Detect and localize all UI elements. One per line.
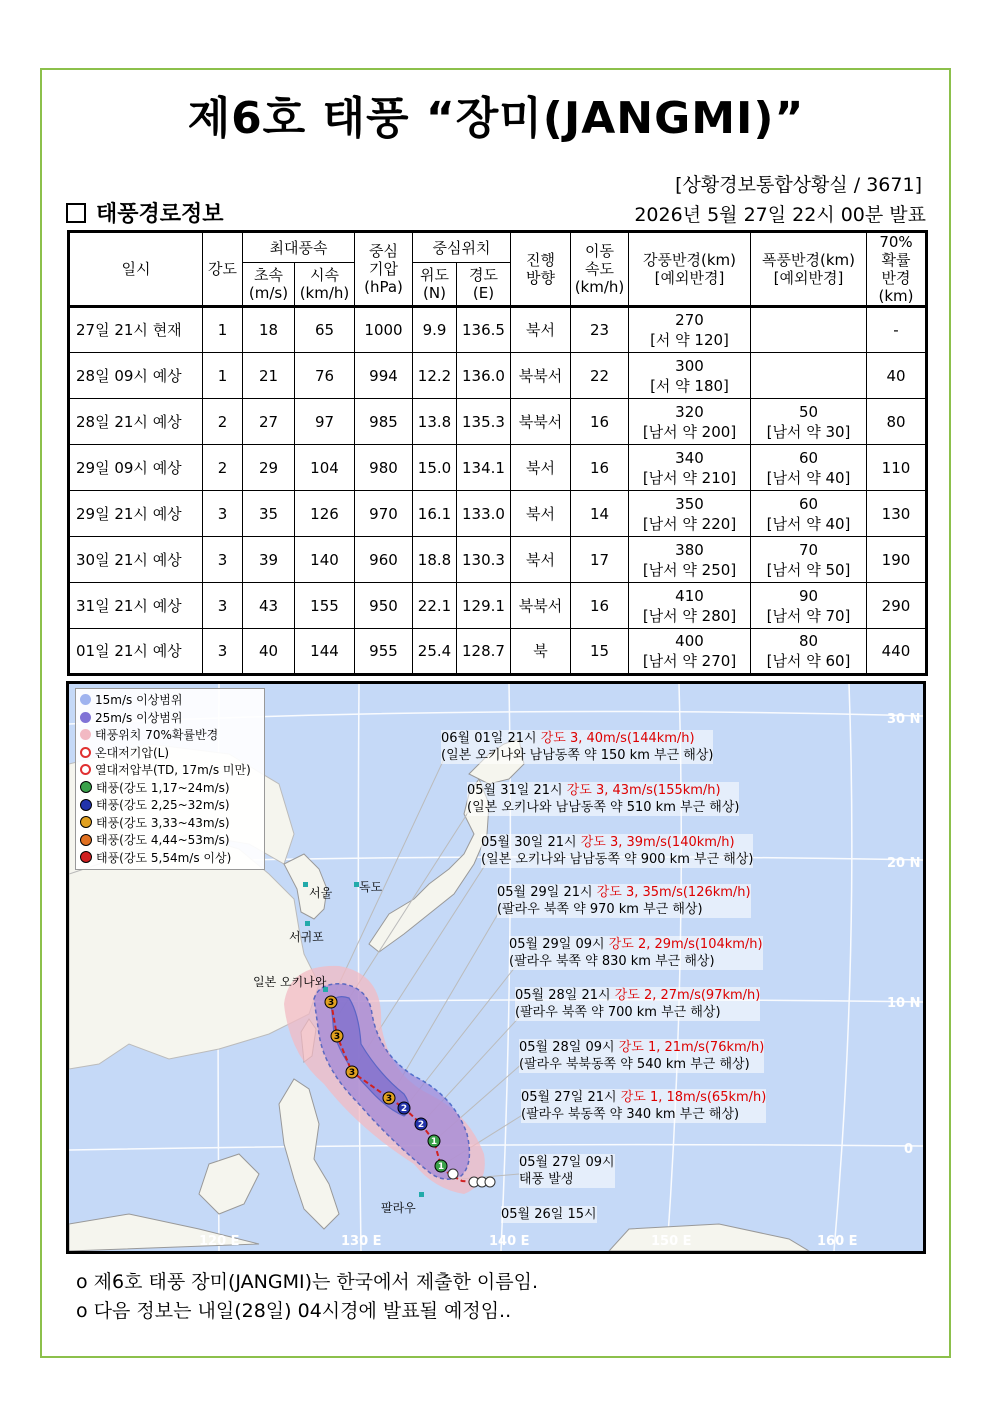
cell-strong-radius: [629, 353, 751, 399]
forecast-time: 05월 30일 21시: [481, 835, 581, 850]
forecast-label: [515, 987, 760, 1021]
cell-datetime: 29일 21시 예상: [69, 491, 203, 537]
header-wind-ms: 초속 (m/s): [243, 263, 295, 307]
cell-lat: 9.9: [413, 307, 457, 353]
cell-strong-radius: [629, 445, 751, 491]
svg-text:3: 3: [385, 1094, 393, 1104]
svg-text:3: 3: [327, 998, 335, 1008]
forecast-location: (일본 오키나와 남남동쪽 약 510 km 부근 해상): [467, 800, 740, 815]
cell-lat: 15.0: [413, 445, 457, 491]
cell-storm-radius-exception: [남서 약 70]: [766, 606, 851, 625]
forecast-label: [497, 884, 751, 918]
cell-wind-kmh: 76: [295, 353, 355, 399]
legend-item: [80, 814, 260, 832]
legend-label: 태풍(강도 5,54m/s 이상): [96, 850, 232, 865]
cell-storm-radius: [751, 445, 867, 491]
table-row: [69, 491, 927, 537]
header-direction: 진행 방향: [511, 232, 571, 307]
header-pressure: 중심 기압 (hPa): [355, 232, 413, 307]
forecast-intensity: 강도 3, 39m/s(140km/h): [580, 835, 735, 850]
legend-item: [80, 779, 260, 797]
lon-label-130e: 130 E: [341, 1234, 382, 1249]
cell-prob-radius: 190: [867, 537, 927, 583]
cell-lat: 13.8: [413, 399, 457, 445]
forecast-location: (일본 오키나와 남남동쪽 약 150 km 부근 해상): [441, 748, 714, 763]
cell-wind-ms: 21: [243, 353, 295, 399]
legend-label: 열대저압부(TD, 17m/s 미만): [95, 763, 251, 778]
cell-intensity: 2: [203, 399, 243, 445]
place-okinawa: 일본 오키나와: [253, 975, 327, 989]
cell-direction: 북: [511, 629, 571, 675]
cell-lon: 133.0: [457, 491, 511, 537]
forecast-time: 05월 29일 09시: [509, 937, 609, 952]
cell-strong-radius: [629, 491, 751, 537]
cell-direction: 북서: [511, 445, 571, 491]
legend-label: 태풍(강도 2,25~32m/s): [96, 798, 230, 813]
cell-wind-kmh: 97: [295, 399, 355, 445]
forecast-intensity: 강도 1, 21m/s(76km/h): [618, 1040, 765, 1055]
forecast-label: [441, 730, 713, 764]
legend-swatch-icon: [80, 764, 91, 775]
typhoon-symbol-icon: [80, 816, 92, 828]
cell-lon: 134.1: [457, 445, 511, 491]
cell-intensity: 1: [203, 353, 243, 399]
lat-label-10n: 10 N: [887, 996, 921, 1011]
forecast-location: (팔라우 북쪽 약 970 km 부근 해상): [497, 902, 703, 917]
cell-wind-ms: 39: [243, 537, 295, 583]
cell-prob-radius: 40: [867, 353, 927, 399]
legend-swatch-icon: [80, 694, 91, 705]
legend-item: [80, 831, 260, 849]
cell-strong-radius-value: 300: [675, 356, 704, 375]
cell-direction: 북북서: [511, 353, 571, 399]
cell-wind-kmh: 155: [295, 583, 355, 629]
cell-lat: 22.1: [413, 583, 457, 629]
forecast-label: [467, 782, 739, 816]
forecast-label-line1: [521, 1089, 766, 1106]
forecast-label-line1: [441, 730, 713, 747]
legend-item: [80, 744, 260, 762]
note-next-bulletin: o 다음 정보는 내일(28일) 04시경에 발표될 예정임..: [76, 1300, 512, 1322]
cell-intensity: 3: [203, 491, 243, 537]
cell-speed: 16: [571, 583, 629, 629]
legend-item: [80, 709, 260, 727]
forecast-label: [519, 1039, 764, 1073]
cell-lon: 136.5: [457, 307, 511, 353]
cell-strong-radius-exception: [남서 약 220]: [642, 514, 737, 533]
lon-label-150e: 150 E: [651, 1234, 692, 1249]
cell-wind-kmh: 140: [295, 537, 355, 583]
cell-pressure: 950: [355, 583, 413, 629]
cell-strong-radius-value: 410: [675, 586, 704, 605]
forecast-label-line1: [509, 936, 763, 953]
lat-label-20n: 20 N: [887, 856, 921, 871]
cell-wind-kmh: 104: [295, 445, 355, 491]
lon-label-140e: 140 E: [489, 1234, 530, 1249]
cell-pressure: 970: [355, 491, 413, 537]
legend-swatch-icon: [80, 747, 91, 758]
cell-lon: 130.3: [457, 537, 511, 583]
cell-pressure: 960: [355, 537, 413, 583]
forecast-location: (일본 오키나와 남남동쪽 약 900 km 부근 해상): [481, 852, 754, 867]
header-max-wind: 최대풍속: [243, 232, 355, 263]
cell-datetime: 27일 21시 현재: [69, 307, 203, 353]
forecast-label-line1: [519, 1039, 764, 1056]
cell-lon: 128.7: [457, 629, 511, 675]
forecast-intensity: 강도 3, 35m/s(126km/h): [596, 885, 751, 900]
cell-storm-radius-value: 70: [798, 540, 819, 559]
cell-storm-radius-value: 50: [798, 402, 819, 421]
cell-pressure: 955: [355, 629, 413, 675]
cell-wind-ms: 29: [243, 445, 295, 491]
cell-direction: 북북서: [511, 583, 571, 629]
legend-label: 온대저기압(L): [95, 745, 170, 760]
cell-storm-radius-value: 60: [798, 494, 819, 513]
section-title: 태풍경로정보: [96, 202, 224, 227]
cell-pressure: 994: [355, 353, 413, 399]
forecast-time: 05월 29일 21시: [497, 885, 597, 900]
cell-lat: 18.8: [413, 537, 457, 583]
forecast-label: [519, 1154, 615, 1188]
legend-label: 태풍(강도 1,17~24m/s): [96, 780, 230, 795]
cell-storm-radius: [751, 307, 867, 353]
section-header: [66, 197, 224, 228]
table-row: [69, 353, 927, 399]
cell-storm-radius: [751, 353, 867, 399]
cell-strong-radius-exception: [남서 약 280]: [642, 606, 737, 625]
header-lon: 경도 (E): [457, 263, 511, 307]
cell-wind-ms: 35: [243, 491, 295, 537]
cell-intensity: 2: [203, 445, 243, 491]
cell-datetime: 01일 21시 예상: [69, 629, 203, 675]
header-lat: 위도 (N): [413, 263, 457, 307]
table-row: [69, 537, 927, 583]
page-title: 제6호 태풍 “장미(JANGMI)”: [187, 93, 805, 144]
table-row: [69, 307, 927, 353]
organization-label: [상황경보통합상황실 / 3671]: [675, 174, 922, 196]
cell-intensity: 3: [203, 583, 243, 629]
forecast-label-line1: [519, 1154, 615, 1171]
cell-strong-radius-value: 340: [675, 448, 704, 467]
cell-strong-radius: [629, 629, 751, 675]
cell-direction: 북서: [511, 537, 571, 583]
legend-label: 태풍위치 70%확률반경: [95, 728, 219, 743]
forecast-label-line1: [467, 782, 739, 799]
cell-storm-radius-value: 90: [798, 586, 819, 605]
forecast-time: 05월 28일 09시: [519, 1040, 619, 1055]
legend-label: 25m/s 이상범위: [95, 710, 183, 725]
header-storm-radius: 폭풍반경(km) [예외반경]: [751, 232, 867, 307]
forecast-label-line1: [515, 987, 760, 1004]
table-row: [69, 583, 927, 629]
typhoon-symbol-icon: [80, 781, 92, 793]
forecast-intensity: 강도 3, 40m/s(144km/h): [540, 731, 695, 746]
cell-storm-radius-exception: [남서 약 40]: [766, 514, 851, 533]
forecast-intensity: 강도 1, 18m/s(65km/h): [620, 1090, 767, 1105]
map-legend: [75, 688, 265, 870]
legend-item: [80, 761, 260, 779]
svg-text:3: 3: [348, 1068, 356, 1078]
cell-speed: 17: [571, 537, 629, 583]
legend-label: 태풍(강도 3,33~43m/s): [96, 815, 230, 830]
cell-wind-kmh: 144: [295, 629, 355, 675]
forecast-location: (팔라우 북북동쪽 약 540 km 부근 해상): [519, 1057, 750, 1072]
cell-storm-radius: [751, 399, 867, 445]
svg-text:1: 1: [437, 1162, 445, 1172]
cell-storm-radius: [751, 629, 867, 675]
cell-speed: 23: [571, 307, 629, 353]
svg-text:2: 2: [417, 1120, 425, 1130]
forecast-label: [501, 1206, 597, 1223]
cell-prob-radius: 440: [867, 629, 927, 675]
cell-lat: 12.2: [413, 353, 457, 399]
legend-swatch-icon: [80, 729, 91, 740]
forecast-label: [521, 1089, 766, 1123]
cell-speed: 15: [571, 629, 629, 675]
cell-intensity: 1: [203, 307, 243, 353]
cell-storm-radius: [751, 537, 867, 583]
header-prob-radius: 70% 확률 반경 (km): [867, 232, 927, 307]
forecast-time: 05월 31일 21시: [467, 783, 567, 798]
table-row: [69, 629, 927, 675]
cell-strong-radius-exception: [남서 약 270]: [642, 652, 737, 670]
cell-strong-radius-exception: [남서 약 200]: [642, 422, 737, 441]
legend-item: [80, 796, 260, 814]
cell-storm-radius-exception: [남서 약 60]: [766, 652, 851, 670]
cell-prob-radius: 80: [867, 399, 927, 445]
cell-strong-radius: [629, 307, 751, 353]
header-intensity: 강도: [203, 232, 243, 307]
legend-label: 15m/s 이상범위: [95, 693, 183, 708]
cell-strong-radius-value: 350: [675, 494, 704, 513]
cell-speed: 14: [571, 491, 629, 537]
forecast-time: 05월 26일 15시: [501, 1207, 597, 1222]
cell-wind-ms: 18: [243, 307, 295, 353]
place-palau: 팔라우: [381, 1201, 416, 1215]
cell-wind-kmh: 126: [295, 491, 355, 537]
cell-storm-radius-value: 80: [798, 632, 819, 650]
header-strong-radius: 강풍반경(km) [예외반경]: [629, 232, 751, 307]
checkbox-icon: [66, 203, 86, 223]
forecast-intensity: 강도 3, 43m/s(155km/h): [566, 783, 721, 798]
forecast-location: (팔라우 북쪽 약 700 km 부근 해상): [515, 1005, 721, 1020]
cell-intensity: 3: [203, 537, 243, 583]
cell-storm-radius-exception: [남서 약 30]: [766, 422, 851, 441]
forecast-intensity: 강도 2, 27m/s(97km/h): [614, 988, 761, 1003]
cell-strong-radius-value: 320: [675, 402, 704, 421]
typhoon-symbol-icon: [80, 834, 92, 846]
cell-strong-radius-value: 380: [675, 540, 704, 559]
cell-datetime: 28일 09시 예상: [69, 353, 203, 399]
lon-label-120e: 120 E: [199, 1234, 240, 1249]
legend-item: [80, 849, 260, 867]
svg-text:1: 1: [430, 1137, 438, 1147]
place-seogwipo: 서귀포: [289, 930, 324, 944]
cell-prob-radius: 130: [867, 491, 927, 537]
legend-swatch-icon: [80, 712, 91, 723]
cell-lon: 136.0: [457, 353, 511, 399]
forecast-label: [481, 834, 753, 868]
cell-speed: 16: [571, 445, 629, 491]
cell-strong-radius-exception: [남서 약 250]: [642, 560, 737, 579]
cell-lat: 25.4: [413, 629, 457, 675]
header-speed: 이동 속도 (km/h): [571, 232, 629, 307]
forecast-location: 태풍 발생: [519, 1172, 574, 1187]
cell-wind-ms: 27: [243, 399, 295, 445]
legend-item: [80, 691, 260, 709]
header-center: 중심위치: [413, 232, 511, 263]
track-table: [67, 230, 928, 676]
cell-intensity: 3: [203, 629, 243, 675]
forecast-location: (팔라우 북쪽 약 830 km 부근 해상): [509, 954, 715, 969]
cell-strong-radius-exception: [남서 약 210]: [642, 468, 737, 487]
cell-storm-radius: [751, 583, 867, 629]
cell-prob-radius: 290: [867, 583, 927, 629]
cell-datetime: 28일 21시 예상: [69, 399, 203, 445]
forecast-time: 05월 27일 09시: [519, 1155, 615, 1170]
cell-lon: 135.3: [457, 399, 511, 445]
typhoon-symbol-icon: [80, 851, 92, 863]
header-datetime: 일시: [69, 232, 203, 307]
cell-strong-radius: [629, 537, 751, 583]
cell-storm-radius-value: 60: [798, 448, 819, 467]
cell-pressure: 1000: [355, 307, 413, 353]
cell-wind-ms: 43: [243, 583, 295, 629]
cell-strong-radius: [629, 399, 751, 445]
legend-item: [80, 726, 260, 744]
cell-strong-radius-value: 270: [675, 311, 704, 329]
cell-pressure: 985: [355, 399, 413, 445]
forecast-location: (팔라우 북동쪽 약 340 km 부근 해상): [521, 1107, 740, 1122]
track-map: [66, 681, 926, 1254]
forecast-label-line1: [501, 1206, 597, 1223]
cell-datetime: 31일 21시 예상: [69, 583, 203, 629]
cell-prob-radius: -: [867, 307, 927, 353]
forecast-label-line1: [481, 834, 753, 851]
cell-lat: 16.1: [413, 491, 457, 537]
cell-direction: 북서: [511, 491, 571, 537]
forecast-time: 05월 27일 21시: [521, 1090, 621, 1105]
cell-wind-ms: 40: [243, 629, 295, 675]
forecast-time: 05월 28일 21시: [515, 988, 615, 1003]
forecast-label: [509, 936, 763, 970]
cell-datetime: 30일 21시 예상: [69, 537, 203, 583]
table-row: [69, 399, 927, 445]
cell-storm-radius: [751, 491, 867, 537]
forecast-time: 06월 01일 21시: [441, 731, 541, 746]
lat-label-30n: 30 N: [887, 712, 921, 727]
cell-storm-radius-exception: [남서 약 40]: [766, 468, 851, 487]
cell-strong-radius-exception: [서 약 180]: [650, 376, 729, 395]
cell-direction: 북서: [511, 307, 571, 353]
lat-label-0: 0: [904, 1142, 914, 1157]
svg-text:3: 3: [333, 1032, 341, 1042]
note-name-origin: o 제6호 태풍 장미(JANGMI)는 한국에서 제출한 이름임.: [76, 1271, 539, 1293]
legend-label: 태풍(강도 4,44~53m/s): [96, 833, 230, 848]
cell-wind-kmh: 65: [295, 307, 355, 353]
cell-pressure: 980: [355, 445, 413, 491]
cell-speed: 22: [571, 353, 629, 399]
place-seoul: 서울: [309, 886, 333, 900]
lon-label-160e: 160 E: [817, 1234, 858, 1249]
table-row: [69, 445, 927, 491]
cell-storm-radius-exception: [남서 약 50]: [766, 560, 851, 579]
cell-datetime: 29일 09시 예상: [69, 445, 203, 491]
cell-strong-radius-exception: [서 약 120]: [650, 331, 729, 349]
svg-text:2: 2: [400, 1104, 408, 1114]
cell-speed: 16: [571, 399, 629, 445]
place-dokdo: 독도: [359, 880, 383, 894]
cell-strong-radius-value: 400: [675, 632, 704, 650]
forecast-label-line1: [497, 884, 751, 901]
cell-direction: 북북서: [511, 399, 571, 445]
cell-lon: 129.1: [457, 583, 511, 629]
typhoon-symbol-icon: [80, 799, 92, 811]
cell-prob-radius: 110: [867, 445, 927, 491]
cell-strong-radius: [629, 583, 751, 629]
forecast-intensity: 강도 2, 29m/s(104km/h): [608, 937, 763, 952]
issued-time: 2026년 5월 27일 22시 00분 발표: [634, 204, 926, 226]
header-wind-kmh: 시속 (km/h): [295, 263, 355, 307]
